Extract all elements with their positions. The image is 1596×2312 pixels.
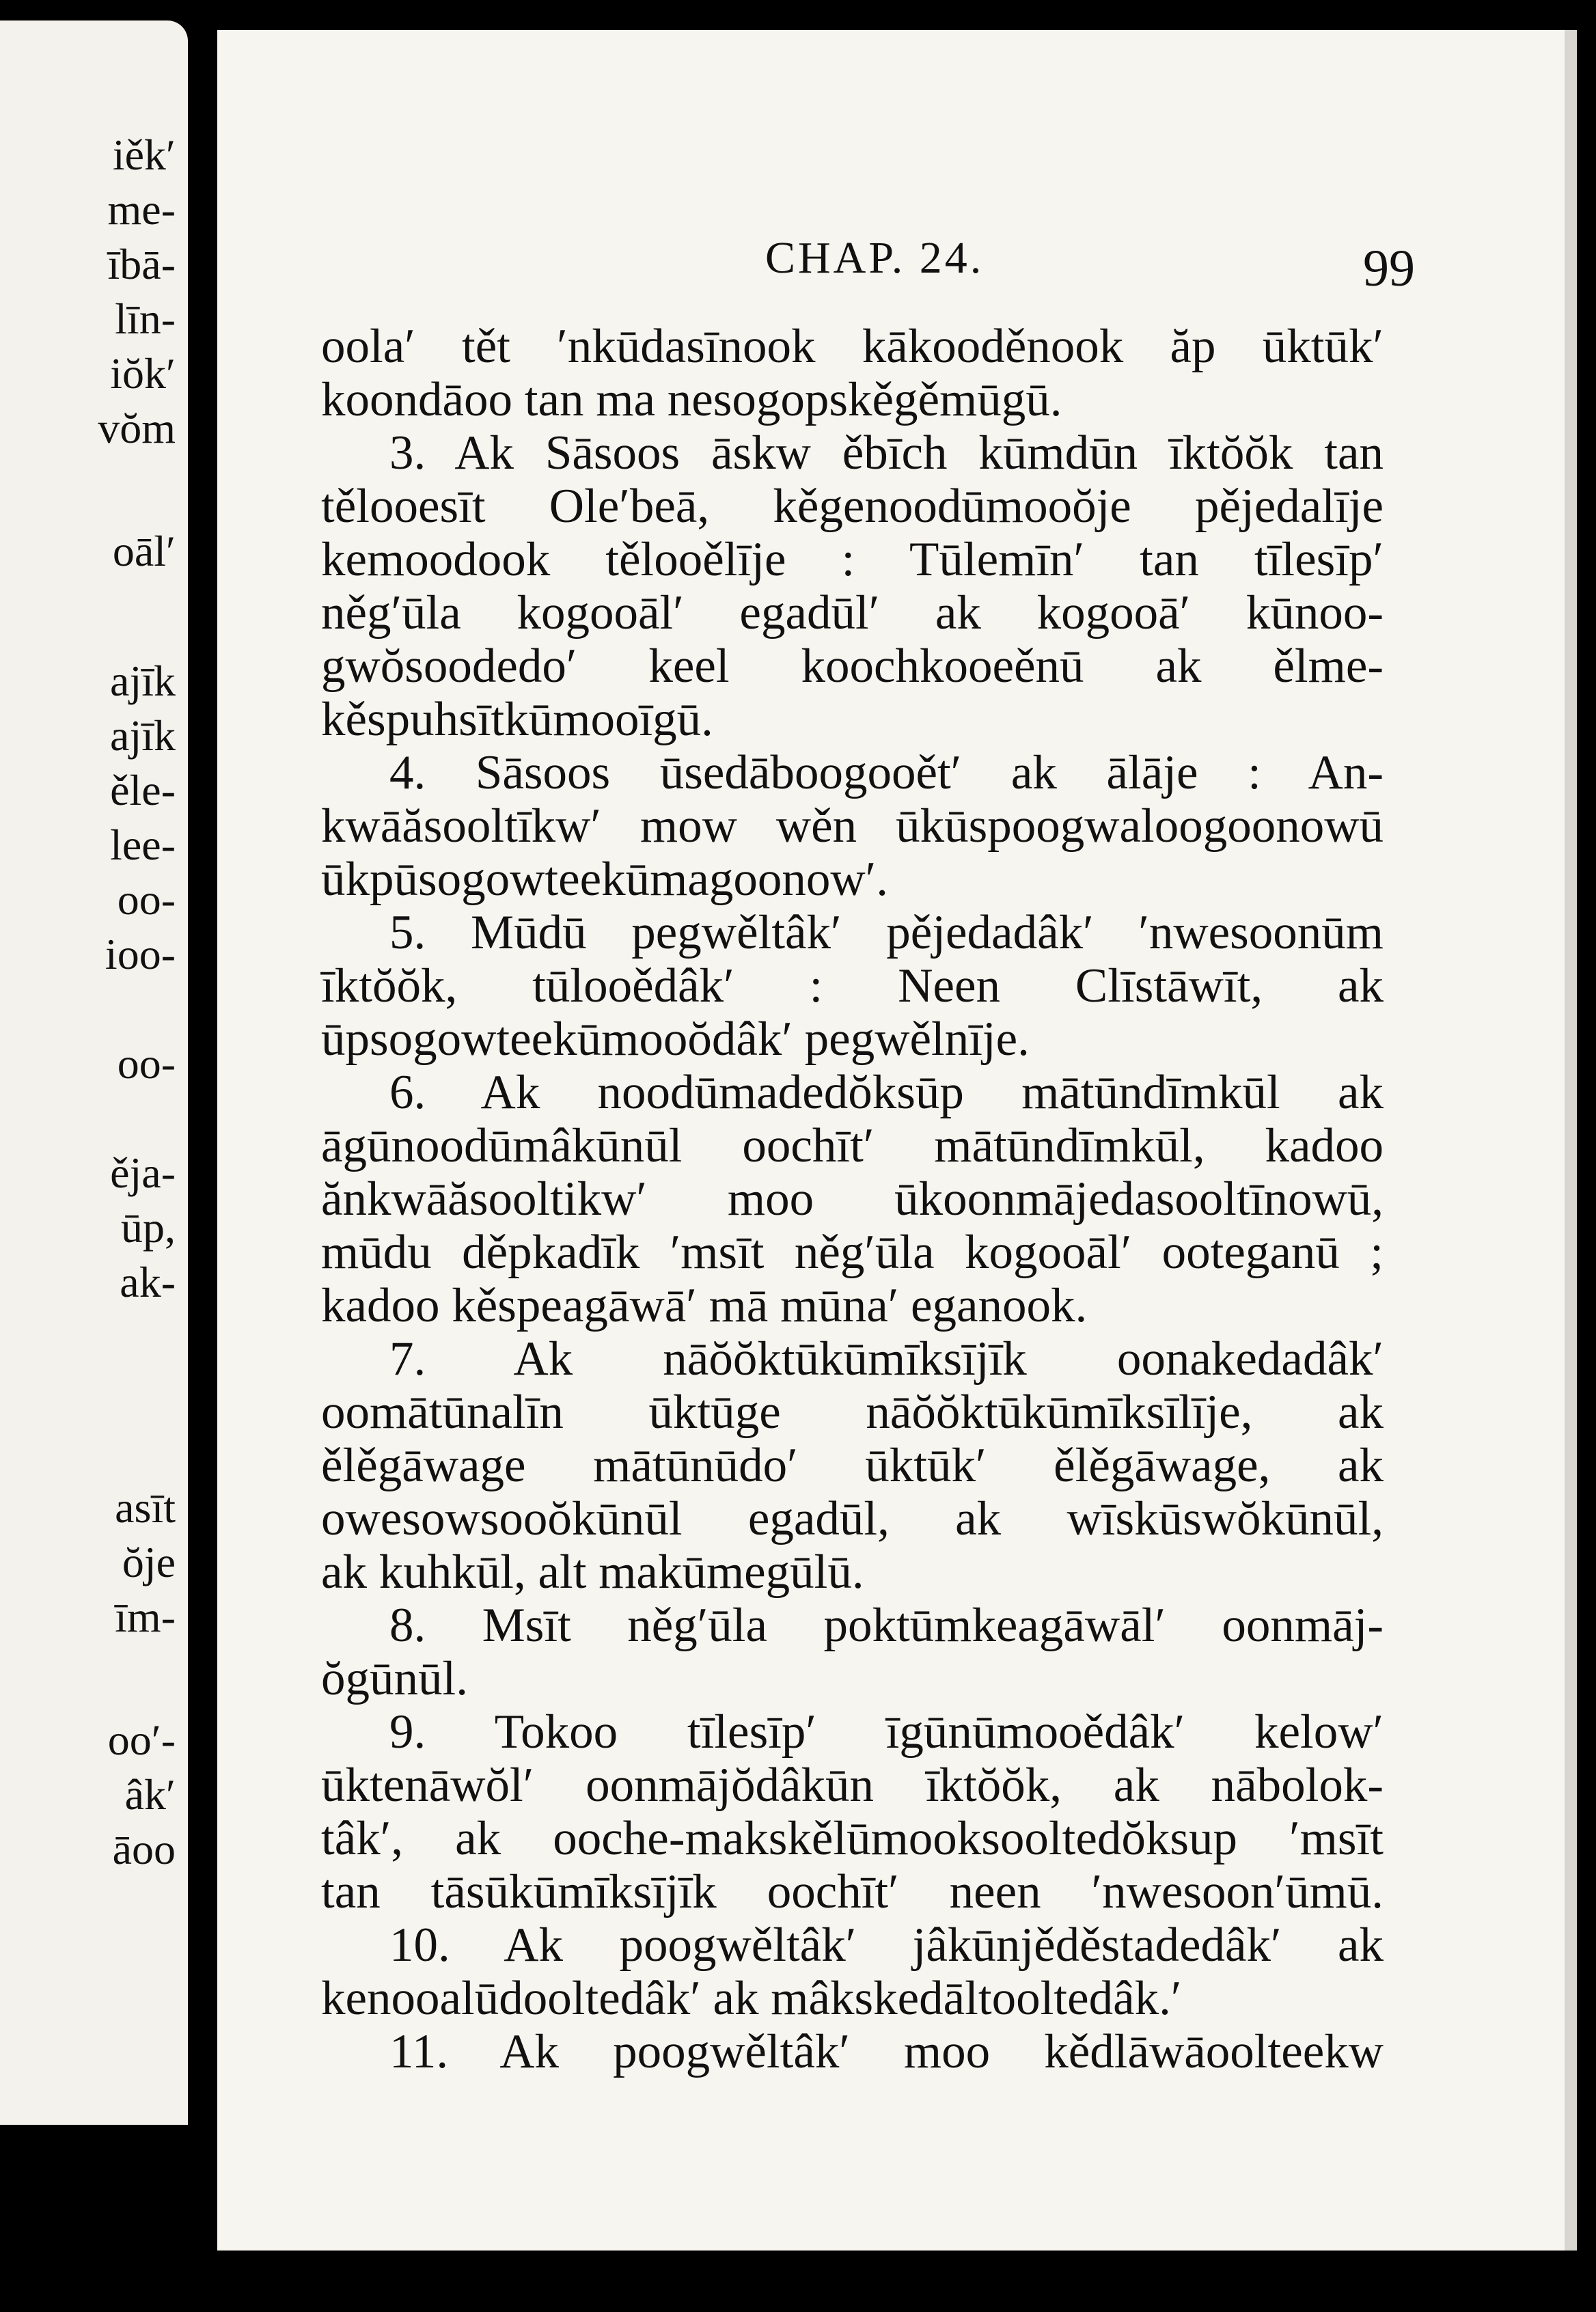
body-line: 5. Mūdū pegwěltâk′ pějedadâk′ ′nwesoonūm — [389, 906, 1384, 959]
body-line: āgūnoodūmâkūnūl oochīt′ mātūndīmkūl, kadoo — [321, 1119, 1384, 1172]
body-line: ūktenāwŏl′ oonmājŏdâkūn īktŏŏk, ak nābolok- — [321, 1759, 1384, 1812]
body-line: 8. Msīt něg′ūla poktūmkeagāwāl′ oonmāj- — [389, 1599, 1384, 1652]
left-page-fragment: ajīk — [110, 711, 176, 760]
left-page-fragment: iěk′ — [112, 130, 176, 179]
left-page-fragment: âk′ — [124, 1770, 176, 1819]
body-line: mūdu děpkadīk ′msīt něg′ūla kogooāl′ ooteganū ; — [321, 1226, 1384, 1279]
body-line: īktŏŏk, tūlooědâk′ : Neen Clīstāwīt, ak — [321, 959, 1384, 1013]
body-line: ŏgūnūl. — [321, 1652, 468, 1705]
page-edge — [1565, 30, 1577, 2251]
body-line: 4. Sāsoos ūsedāboogooět′ ak ālāje : An- — [389, 746, 1384, 799]
left-page-fragment: oo- — [117, 1039, 176, 1088]
body-line: tâk′, ak ooche-makskělūmooksooltedŏksup ′msīt — [321, 1812, 1384, 1865]
body-line: 10. Ak poogwěltâk′ jâkūnjěděstadedâk′ ak — [389, 1918, 1384, 1972]
body-line: kwāăsooltīkw′ mow wěn ūkūspoogwaloogoonowū — [321, 799, 1384, 853]
left-page-fragment: āoo — [112, 1825, 176, 1873]
left-page-fragment: lee- — [110, 821, 176, 869]
body-line: koondāoo tan ma nesogopskěgěmūgū. — [321, 373, 1062, 426]
body-line: gwŏsoodedo′ keel koochkooeěnū ak ělme- — [321, 639, 1384, 693]
left-page — [0, 20, 188, 2125]
left-page-fragment: ūp, — [121, 1203, 176, 1252]
body-line: kemoodook tělooělīje : Tūlemīn′ tan tīlesīp′ — [321, 533, 1384, 586]
body-line: ūpsogowteekūmooŏdâk′ pegwělnīje. — [321, 1013, 1030, 1066]
left-page-fragment: oo′- — [107, 1716, 176, 1764]
left-page-fragment: oāl′ — [112, 527, 176, 575]
body-line: něg′ūla kogooāl′ egadūl′ ak kogooā′ kūnoo- — [321, 586, 1384, 639]
body-line: ak kuhkūl, alt makūmegūlū. — [321, 1545, 864, 1599]
left-page-fragment: ībā- — [107, 240, 176, 288]
left-page-fragment: oo- — [117, 875, 176, 924]
body-line: kadoo kěspeagāwā′ mā mūna′ eganook. — [321, 1279, 1088, 1332]
page-number: 99 — [1363, 240, 1415, 297]
body-line: owesowsooŏkūnūl egadūl, ak wīskūswŏkūnūl, — [321, 1492, 1384, 1545]
body-line: 9. Tokoo tīlesīp′ īgūnūmooědâk′ kelow′ — [389, 1705, 1384, 1759]
body-line: kěspuhsītkūmooīgū. — [321, 693, 713, 746]
body-line: 7. Ak nāŏŏktūkūmīksījīk oonakedadâk′ — [389, 1332, 1384, 1386]
left-page-fragment: ajīk — [110, 657, 176, 705]
body-line: 6. Ak noodūmadedŏksūp mātūndīmkūl ak — [389, 1066, 1384, 1119]
left-page-fragment: asīt — [115, 1483, 176, 1532]
body-line: 11. Ak poogwěltâk′ moo kědlāwāoolteekw — [389, 2025, 1384, 2078]
left-page-fragment: īm- — [115, 1593, 176, 1641]
left-page-fragment: iŏk′ — [110, 349, 176, 398]
body-line: oola′ tět ′nkūdasīnook kākooděnook ăp ūktūk′ — [321, 320, 1384, 373]
body-line: ūkpūsogowteekūmagoonow′. — [321, 853, 888, 906]
chapter-heading: CHAP. 24. — [765, 233, 985, 283]
body-line: ănkwāăsooltikw′ moo ūkoonmājedasooltīnowū, — [321, 1172, 1384, 1226]
left-page-fragment: līn- — [115, 294, 176, 343]
left-page-fragment: ěja- — [110, 1148, 176, 1197]
body-line: ělěgāwage mātūnūdo′ ūktūk′ ělěgāwage, ak — [321, 1439, 1384, 1492]
left-page-fragment: ak- — [120, 1258, 176, 1306]
body-line: kenooalūdooltedâk′ ak mâkskedāltooltedâk.′ — [321, 1972, 1182, 2025]
left-page-fragment: vŏm — [98, 404, 176, 452]
body-line: oomātūnalīn ūktūge nāŏŏktūkūmīksīlīje, ak — [321, 1386, 1384, 1439]
left-page-fragment: ěle- — [110, 766, 176, 814]
left-page-fragment: ŏje — [122, 1538, 176, 1586]
body-line: tělooesīt Ole′beā, kěgenoodūmooŏje pějedalīje — [321, 480, 1384, 533]
left-page-fragment: me- — [107, 185, 176, 234]
body-line: tan tāsūkūmīksījīk oochīt′ neen ′nwesoon′ūmū. — [321, 1865, 1384, 1918]
left-page-fragment: ioo- — [105, 930, 176, 978]
body-line: 3. Ak Sāsoos āskw ěbīch kūmdūn īktŏŏk tan — [389, 426, 1384, 480]
